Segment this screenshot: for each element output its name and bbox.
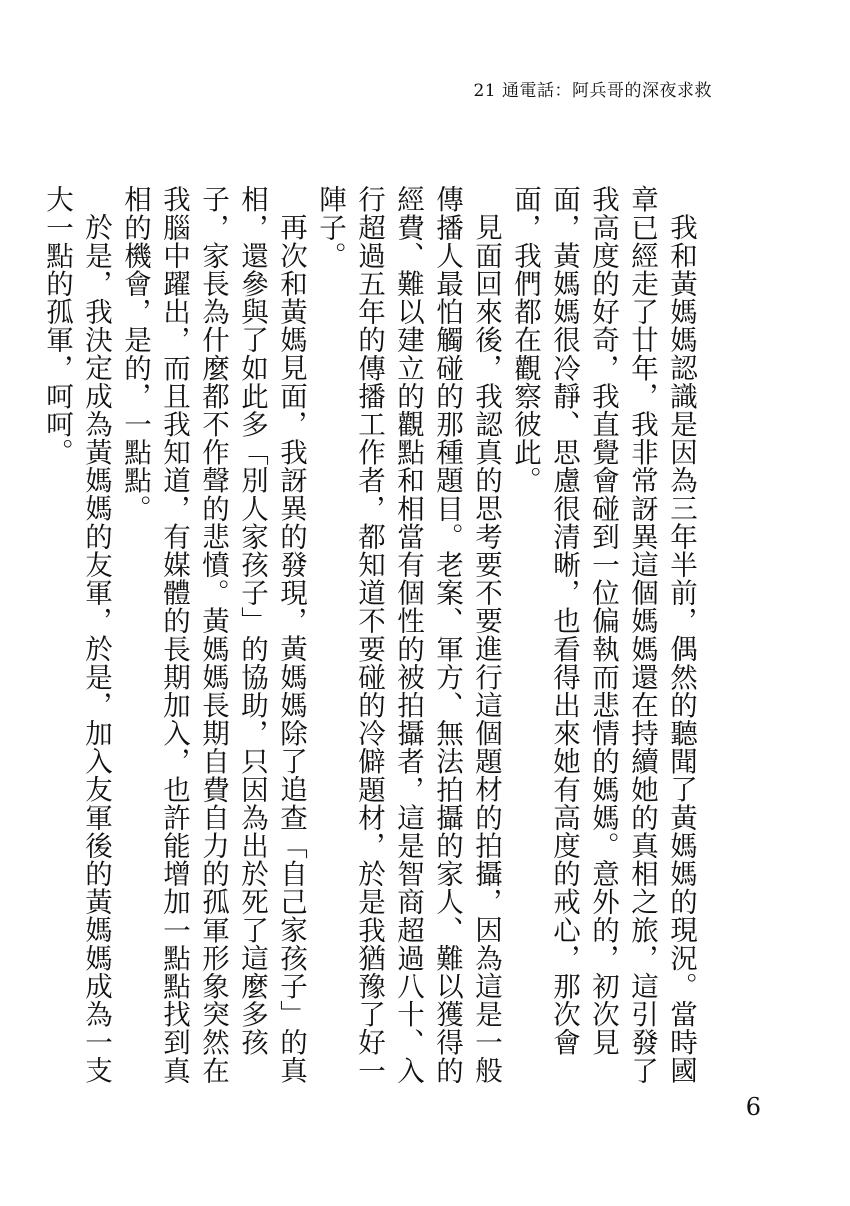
page-number: 6 bbox=[745, 1093, 761, 1121]
paragraph-1: 我和黃媽媽認識是因為三年半前，偶然的聽聞了黃媽媽的現況。當時國章已經走了廿年，我非常訝異這個媽媽還在持續她的真相之旅，這引發了我高度的好奇，我直覺會碰到一位偏執而悲情的媽媽。意外的，初次見面，黃媽媽很冷靜、思慮很清晰，也看得出來她有高度的戒心，那次會面，我們都在觀察彼此。 bbox=[509, 185, 697, 1085]
paragraph-2: 見面回來後，我認真的思考要不要進行這個題材的拍攝，因為這是一般傳播人最怕觸碰的那種題目。老案、軍方、無法拍攝的家人、難以獲得的經費、難以建立的觀點和相當有個性的被拍攝者，這是智商超過八十、入行超過五年的傳播工作者，都知道不要碰的冷僻題材，於是我猶豫了好一陣子。 bbox=[314, 185, 502, 1085]
running-header: 21 通電話：阿兵哥的深夜求救 bbox=[473, 81, 712, 101]
body-text bbox=[37, 185, 700, 1085]
paragraph-4: 於是，我決定成為黃媽媽的友軍，於是，加入友軍後的黃媽媽成為一支大一點的孤軍，呵呵。 bbox=[41, 185, 112, 1084]
paragraph-3: 再次和黃媽見面，我訝異的發現，黃媽媽除了追查「自己家孩子」的真相，還參與了如此多「別人家孩子」的協助，只因為出於死了這麼多孩子，家長為什麼都不作聲的悲憤。黃媽媽長期自費自力的孤軍形象突然在我腦中躍出，而且我知道，有媒體的長期加入，也許能增加一點點找到真相的機會，是的，一點點。 bbox=[119, 185, 307, 1085]
